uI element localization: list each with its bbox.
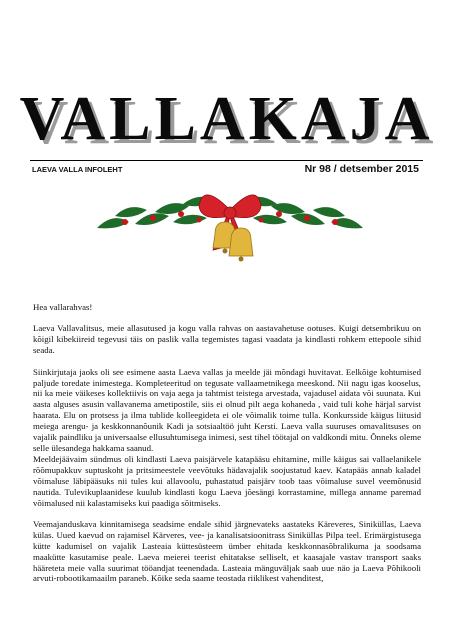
article-body [33,302,421,595]
greeting: Hea vallarahvas! [33,302,93,312]
header-divider [30,160,423,161]
christmas-bells-garland-icon [95,176,365,276]
paragraph-intro: Laeva Vallavalitsus, meie allasutused ja kogu valla rahvas on aastavahetuse ootuses. Kuigi detsembrikuu on kõigil kibekiireid tegevusi täis on paslik valla tegemistes tagasi vaadata ja kindlasti rohkem ettepoole sihid seada. [33,323,421,356]
newsletter-subtitle: LAEVA VALLA INFOLEHT [32,165,123,174]
paragraph-fish-pass: Meeldejäävaim sündmus oli kindlasti Laeva paisjärvele katapääsu ehitamine, mille käigus sai vallaelanikele rõõmupakkuv suptuskoht ja pritsimeestele veevõtuks hädavajalik soojustatud kaev. Katapääs annab kaladel võimaluse läbipääsuks nii tules kui allavoolu, puhastatud paisjärv toob taas võimaluse suvel veemõnusid nautida. Tulevikuplaanidese kuulub kindlasti kogu Laeva jõesängi korrastamine, millega anname paremad võimalused nii kalastamiseks kui paadiga sõitmiseks. [33,453,421,508]
paragraph-year-review: Siinkirjutaja jaoks oli see esimene aasta Laeva vallas ja meelde jäi mõndagi huvitavat. Eelkõige kohtumised paljude toredate inimestega. Kompleteeritud on tegusate vallaametnikega meeskond. Nii nagu igas kooselus, nii ka meie väikeses kollektiivis on vaja aega ja tahtmist teistega arvestada, vajadusel aidata või suunata. Kui aasta alguses asusin vallavanema ametipostile, siis ei olnud pilt aega kohaneda , vaid tuli kohe härjal sarvist haarata. Elu on protsess ja ilma tublide kolleegideta ei ole võimalik toime tulla. Konkurssidе käigus liitusid meiega arengu- ja keskkonnanõunik Kadi ja sotsiaaltöö juht Kersti. Laeva valla suuruses omavalitsuses on vajalik paindliku ja universaalse ellusuhtumisega inimesi, sest tihel töötajal on valdkondi mitu. Õnneks oleme selle ülesandega hakkama saanud. [33,366,421,453]
issue-number: Nr 98 / detsember 2015 [304,163,419,175]
newsletter-title: VALLAKAJA [19,85,434,153]
paragraph-water-plan: Veemajanduskava kinnitamisega seadsime endale sihid järgnevateks aastateks Käreveres, Siniküllas, Laeva külas. Uued kaevud on rajamisel Kärveres, vee- ja kanalisatsioonitrass Siniküllas Pilpa teel. Erimärgistusega kütte kadumisel on vajalik Lasteaia küttesüsteem ümber ehitada keskkonnasõbralikuma ja soodsama maaküttе kasutamise peale. Laeva meierei teerist ehitatakse selliselt, et kaasajale vastav transport saaks hääreteta meie valla suurimat tööandjat teenendada. Lasteaia mänguväljak saab uue näo ja Laeva Põhikooli arvuti-robootikamaailm paraneb. Kõike seda saame teostada riiklikest vahenditest, [33,518,421,584]
